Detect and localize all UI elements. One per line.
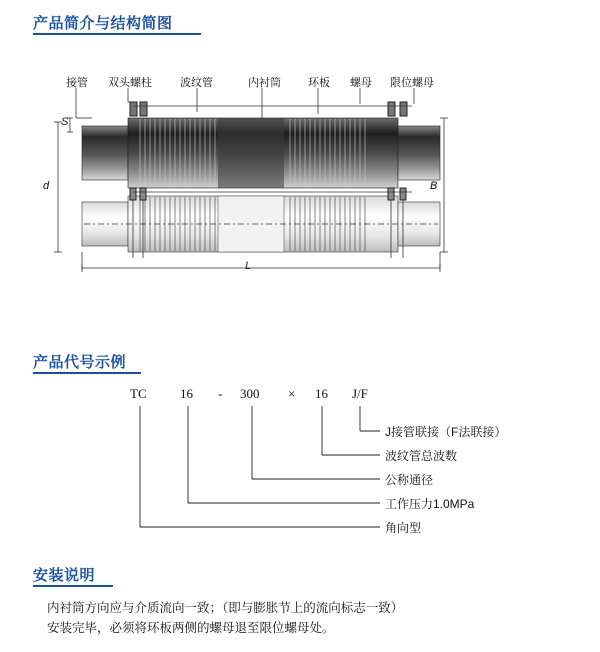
section-title-code: 产品代号示例 xyxy=(33,354,127,371)
install-note-line-1: 内衬筒方向应与介质流向一致；（即与膨胀节上的流向标志一致） xyxy=(47,601,404,615)
code-token-diameter: 300 xyxy=(240,386,260,401)
code-token-dash: - xyxy=(218,386,223,401)
code-desc-diameter: 公称通径 xyxy=(385,473,434,487)
callout-label-bowenguan: 波纹管 xyxy=(180,77,213,89)
section-underline-intro xyxy=(33,33,201,35)
callout-label-luomu: 螺母 xyxy=(350,77,372,89)
dimension-label-l: L xyxy=(245,260,252,272)
product-code-example xyxy=(40,372,560,535)
section-underline-install xyxy=(33,585,113,587)
callout-label-xianwei-luomu: 限位螺母 xyxy=(390,77,434,89)
code-desc-connection: J接管联接（F法联接） xyxy=(385,425,507,439)
callout-label-shuangtou-luozhu: 双头螺柱 xyxy=(108,77,152,89)
code-desc-pressure: 工作压力1.0MPa xyxy=(385,497,475,511)
code-desc-type: 角向型 xyxy=(385,521,422,535)
code-leader-lines xyxy=(40,372,560,532)
structure-diagram xyxy=(40,62,560,292)
callout-label-neichentong: 内衬筒 xyxy=(248,77,281,89)
dimension-label-b: B xyxy=(430,180,438,192)
callout-label-huanban: 环板 xyxy=(308,77,330,89)
install-note-line-2: 安装完毕，必须将环板两侧的螺母退至限位螺母处。 xyxy=(47,621,335,635)
code-token-connection: J/F xyxy=(352,386,368,401)
code-token-times: × xyxy=(288,386,296,401)
install-notes xyxy=(47,598,567,638)
dimension-label-d: d xyxy=(43,180,50,192)
code-desc-waves: 波纹管总波数 xyxy=(385,449,458,463)
section-title-intro: 产品简介与结构简图 xyxy=(33,15,173,32)
code-token-series: TC xyxy=(130,386,147,401)
dimension-label-s: S xyxy=(61,116,69,128)
code-token-pressure: 16 xyxy=(180,386,193,401)
section-title-install: 安装说明 xyxy=(33,567,96,584)
expansion-joint-drawing xyxy=(40,62,560,292)
callout-label-jieguan: 接管 xyxy=(66,77,88,89)
code-token-waves: 16 xyxy=(315,386,328,401)
